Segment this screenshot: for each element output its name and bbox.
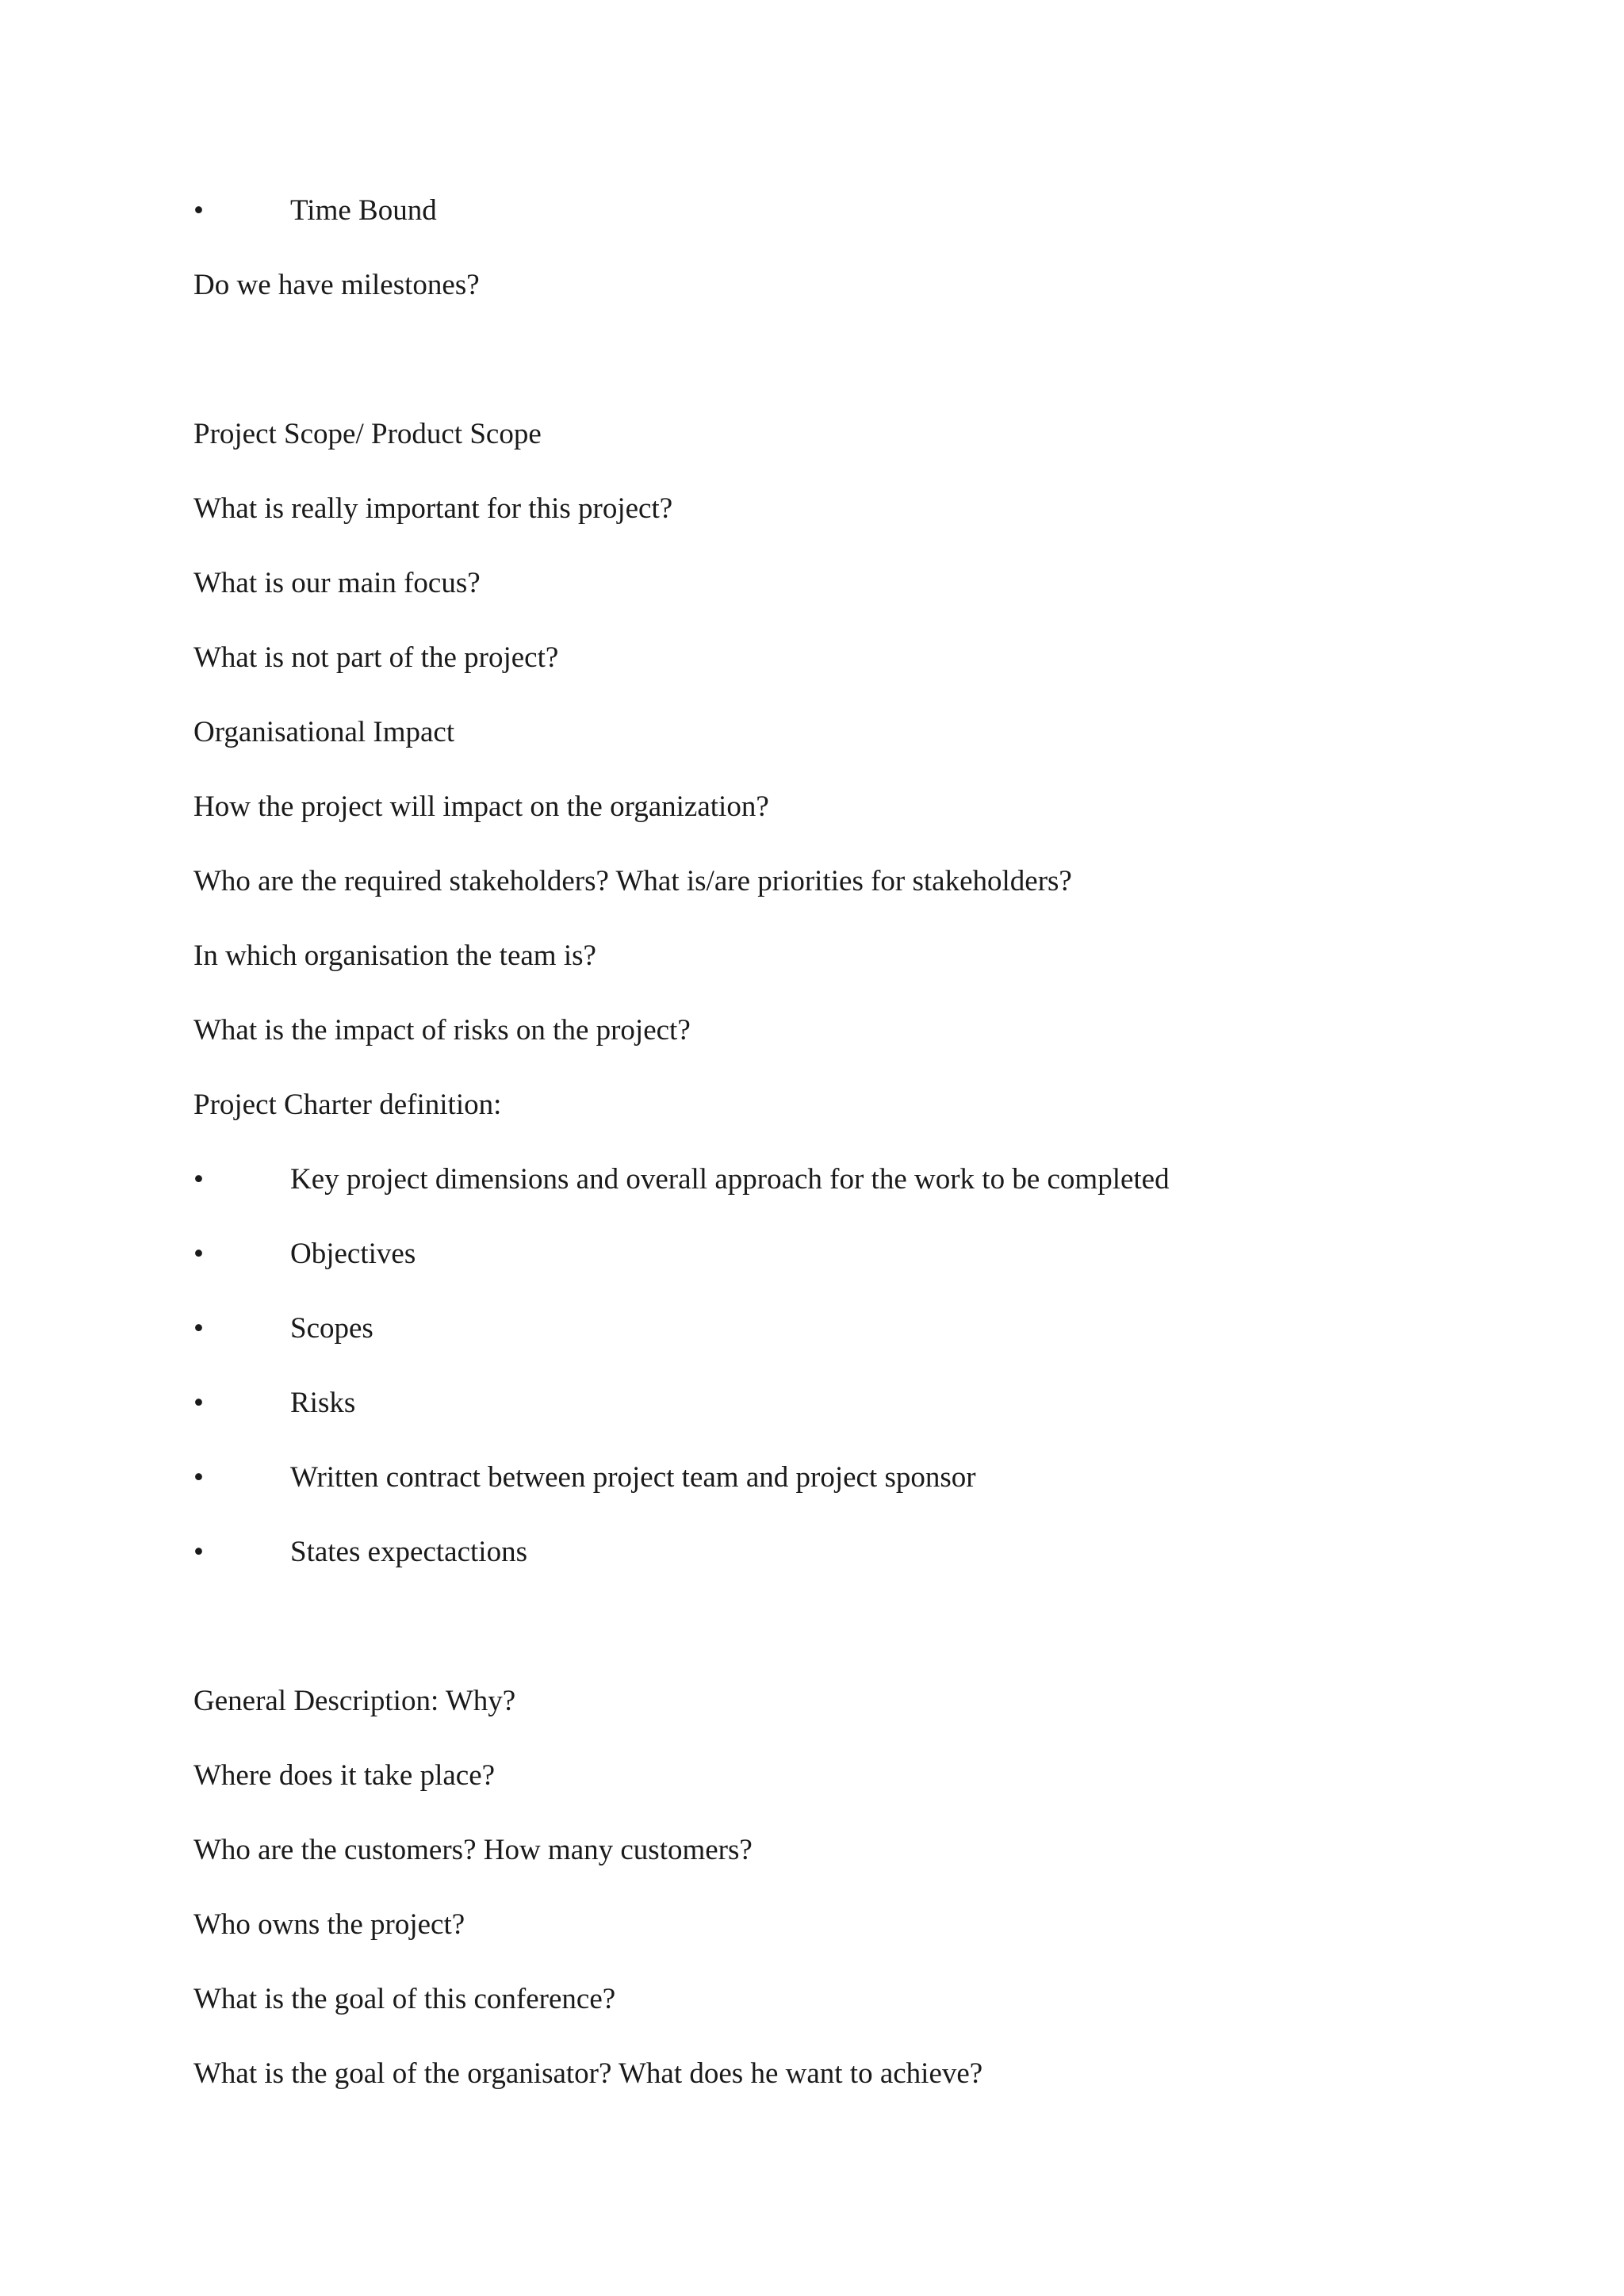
- charter-bullet-item: [193, 1156, 1462, 1230]
- bullet-text: Risks: [290, 1387, 356, 1419]
- impact-question: What is the impact of risks on the project?: [193, 1014, 691, 1047]
- blank-line: [193, 336, 1462, 411]
- milestones-question: Do we have milestones?: [193, 269, 480, 301]
- charter-heading: Project Charter definition:: [193, 1089, 502, 1121]
- scope-question: What is our main focus?: [193, 567, 481, 599]
- bullet-symbol: •: [193, 1312, 204, 1345]
- charter-bullet-item: [193, 1380, 1462, 1454]
- impact-question: How the project will impact on the organization?: [193, 790, 769, 823]
- general-question: Who owns the project?: [193, 1908, 465, 1941]
- charter-bullet-item: [193, 1454, 1462, 1529]
- bullet-text: Objectives: [290, 1238, 416, 1270]
- general-question: What is the goal of this conference?: [193, 1983, 616, 2015]
- general-heading: General Description: Why?: [193, 1685, 516, 1717]
- charter-bullet-item: [193, 1230, 1462, 1305]
- bullet-text: Scopes: [290, 1312, 373, 1345]
- bullet-item-time-bound: [193, 187, 1462, 262]
- impact-heading: Organisational Impact: [193, 716, 455, 748]
- bullet-text: Time Bound: [290, 194, 437, 227]
- bullet-symbol: •: [193, 1536, 204, 1568]
- general-question: Who are the customers? How many customers?: [193, 1834, 753, 1866]
- scope-question: What is really important for this project?: [193, 492, 673, 525]
- bullet-text: Key project dimensions and overall approach for the work to be completed: [290, 1163, 1170, 1196]
- bullet-symbol: •: [193, 194, 204, 227]
- bullet-symbol: •: [193, 1387, 204, 1419]
- charter-bullet-item: [193, 1529, 1462, 1603]
- impact-question: Who are the required stakeholders? What is/are priorities for stakeholders?: [193, 865, 1072, 897]
- scope-question: What is not part of the project?: [193, 641, 559, 674]
- impact-question: In which organisation the team is?: [193, 939, 596, 972]
- scope-heading: Project Scope/ Product Scope: [193, 418, 542, 450]
- bullet-symbol: •: [193, 1461, 204, 1494]
- bullet-symbol: •: [193, 1163, 204, 1196]
- general-question: Where does it take place?: [193, 1759, 496, 1792]
- bullet-text: Written contract between project team and project sponsor: [290, 1461, 976, 1494]
- bullet-symbol: •: [193, 1238, 204, 1270]
- document-body: [193, 187, 1462, 2125]
- bullet-text: States expectactions: [290, 1536, 527, 1568]
- charter-bullet-item: [193, 1305, 1462, 1380]
- general-question: What is the goal of the organisator? What does he want to achieve?: [193, 2057, 983, 2090]
- blank-line: [193, 1603, 1462, 1678]
